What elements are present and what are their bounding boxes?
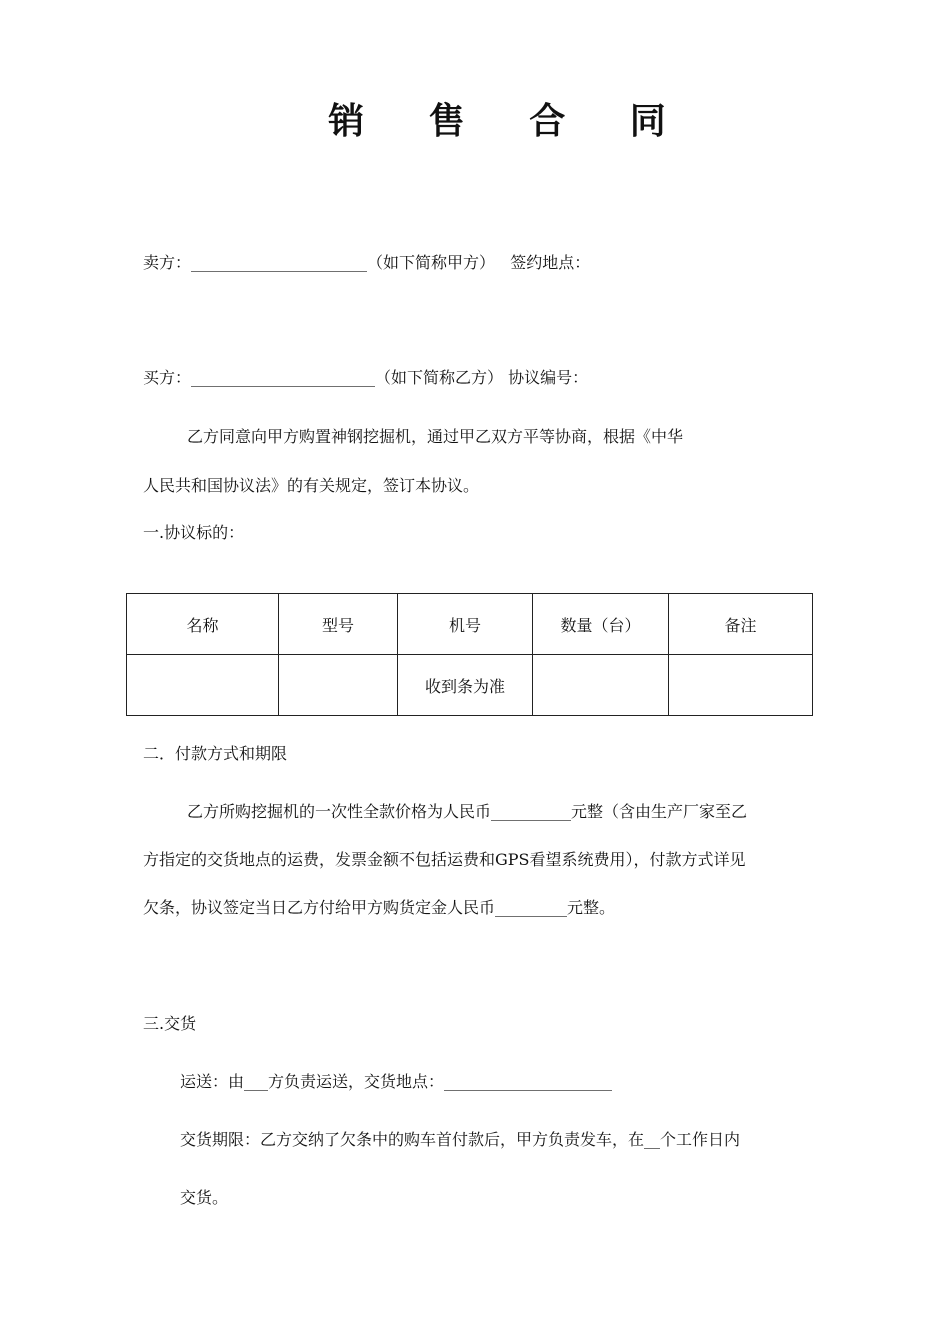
table-cell: 收到条为准 — [398, 655, 533, 716]
intro-line-1: 乙方同意向甲方购置神钢挖掘机，通过甲乙双方平等协商，根据《中华 — [187, 427, 684, 446]
payment-line-2: 方指定的交货地点的运费，发票金额不包括运费和GPS看望系统费用），付款方式详见 — [143, 850, 746, 869]
section-2-heading: 二．付款方式和期限 — [143, 744, 288, 763]
seller-line: 卖方：______________________（如下简称甲方） 签约地点： — [143, 253, 591, 272]
payment-line-1: 乙方所购挖掘机的一次性全款价格为人民币__________元整（含由生产厂家至乙 — [187, 802, 748, 821]
table-header-cell: 机号 — [398, 594, 533, 655]
table-header-cell: 型号 — [279, 594, 398, 655]
items-table — [126, 593, 813, 716]
table-cell — [127, 655, 279, 716]
delivery-line: 运送：由___方负责运送，交货地点：_____________________ — [180, 1072, 613, 1091]
buyer-line: 买方：_______________________（如下简称乙方） 协议编号： — [143, 368, 589, 387]
delivery-period-line-2: 交货。 — [180, 1188, 229, 1207]
table-header-cell: 备注 — [669, 594, 813, 655]
table-cell — [669, 655, 813, 716]
delivery-period-line-1: 交货期限：乙方交纳了欠条中的购车首付款后，甲方负责发车，在__个工作日内 — [180, 1130, 741, 1149]
intro-line-2: 人民共和国协议法》的有关规定，签订本协议。 — [143, 476, 480, 495]
table-header-cell: 名称 — [127, 594, 279, 655]
section-1-heading: 一.协议标的： — [143, 523, 245, 542]
table-row — [127, 655, 813, 716]
document-title: 销 售 合 同 — [328, 101, 692, 142]
table-cell — [279, 655, 398, 716]
table-header-cell: 数量（台） — [533, 594, 669, 655]
table-header-row — [127, 594, 813, 655]
section-3-heading: 三.交货 — [143, 1014, 197, 1033]
payment-line-3: 欠条，协议签定当日乙方付给甲方购货定金人民币_________元整。 — [143, 898, 616, 917]
table-cell — [533, 655, 669, 716]
